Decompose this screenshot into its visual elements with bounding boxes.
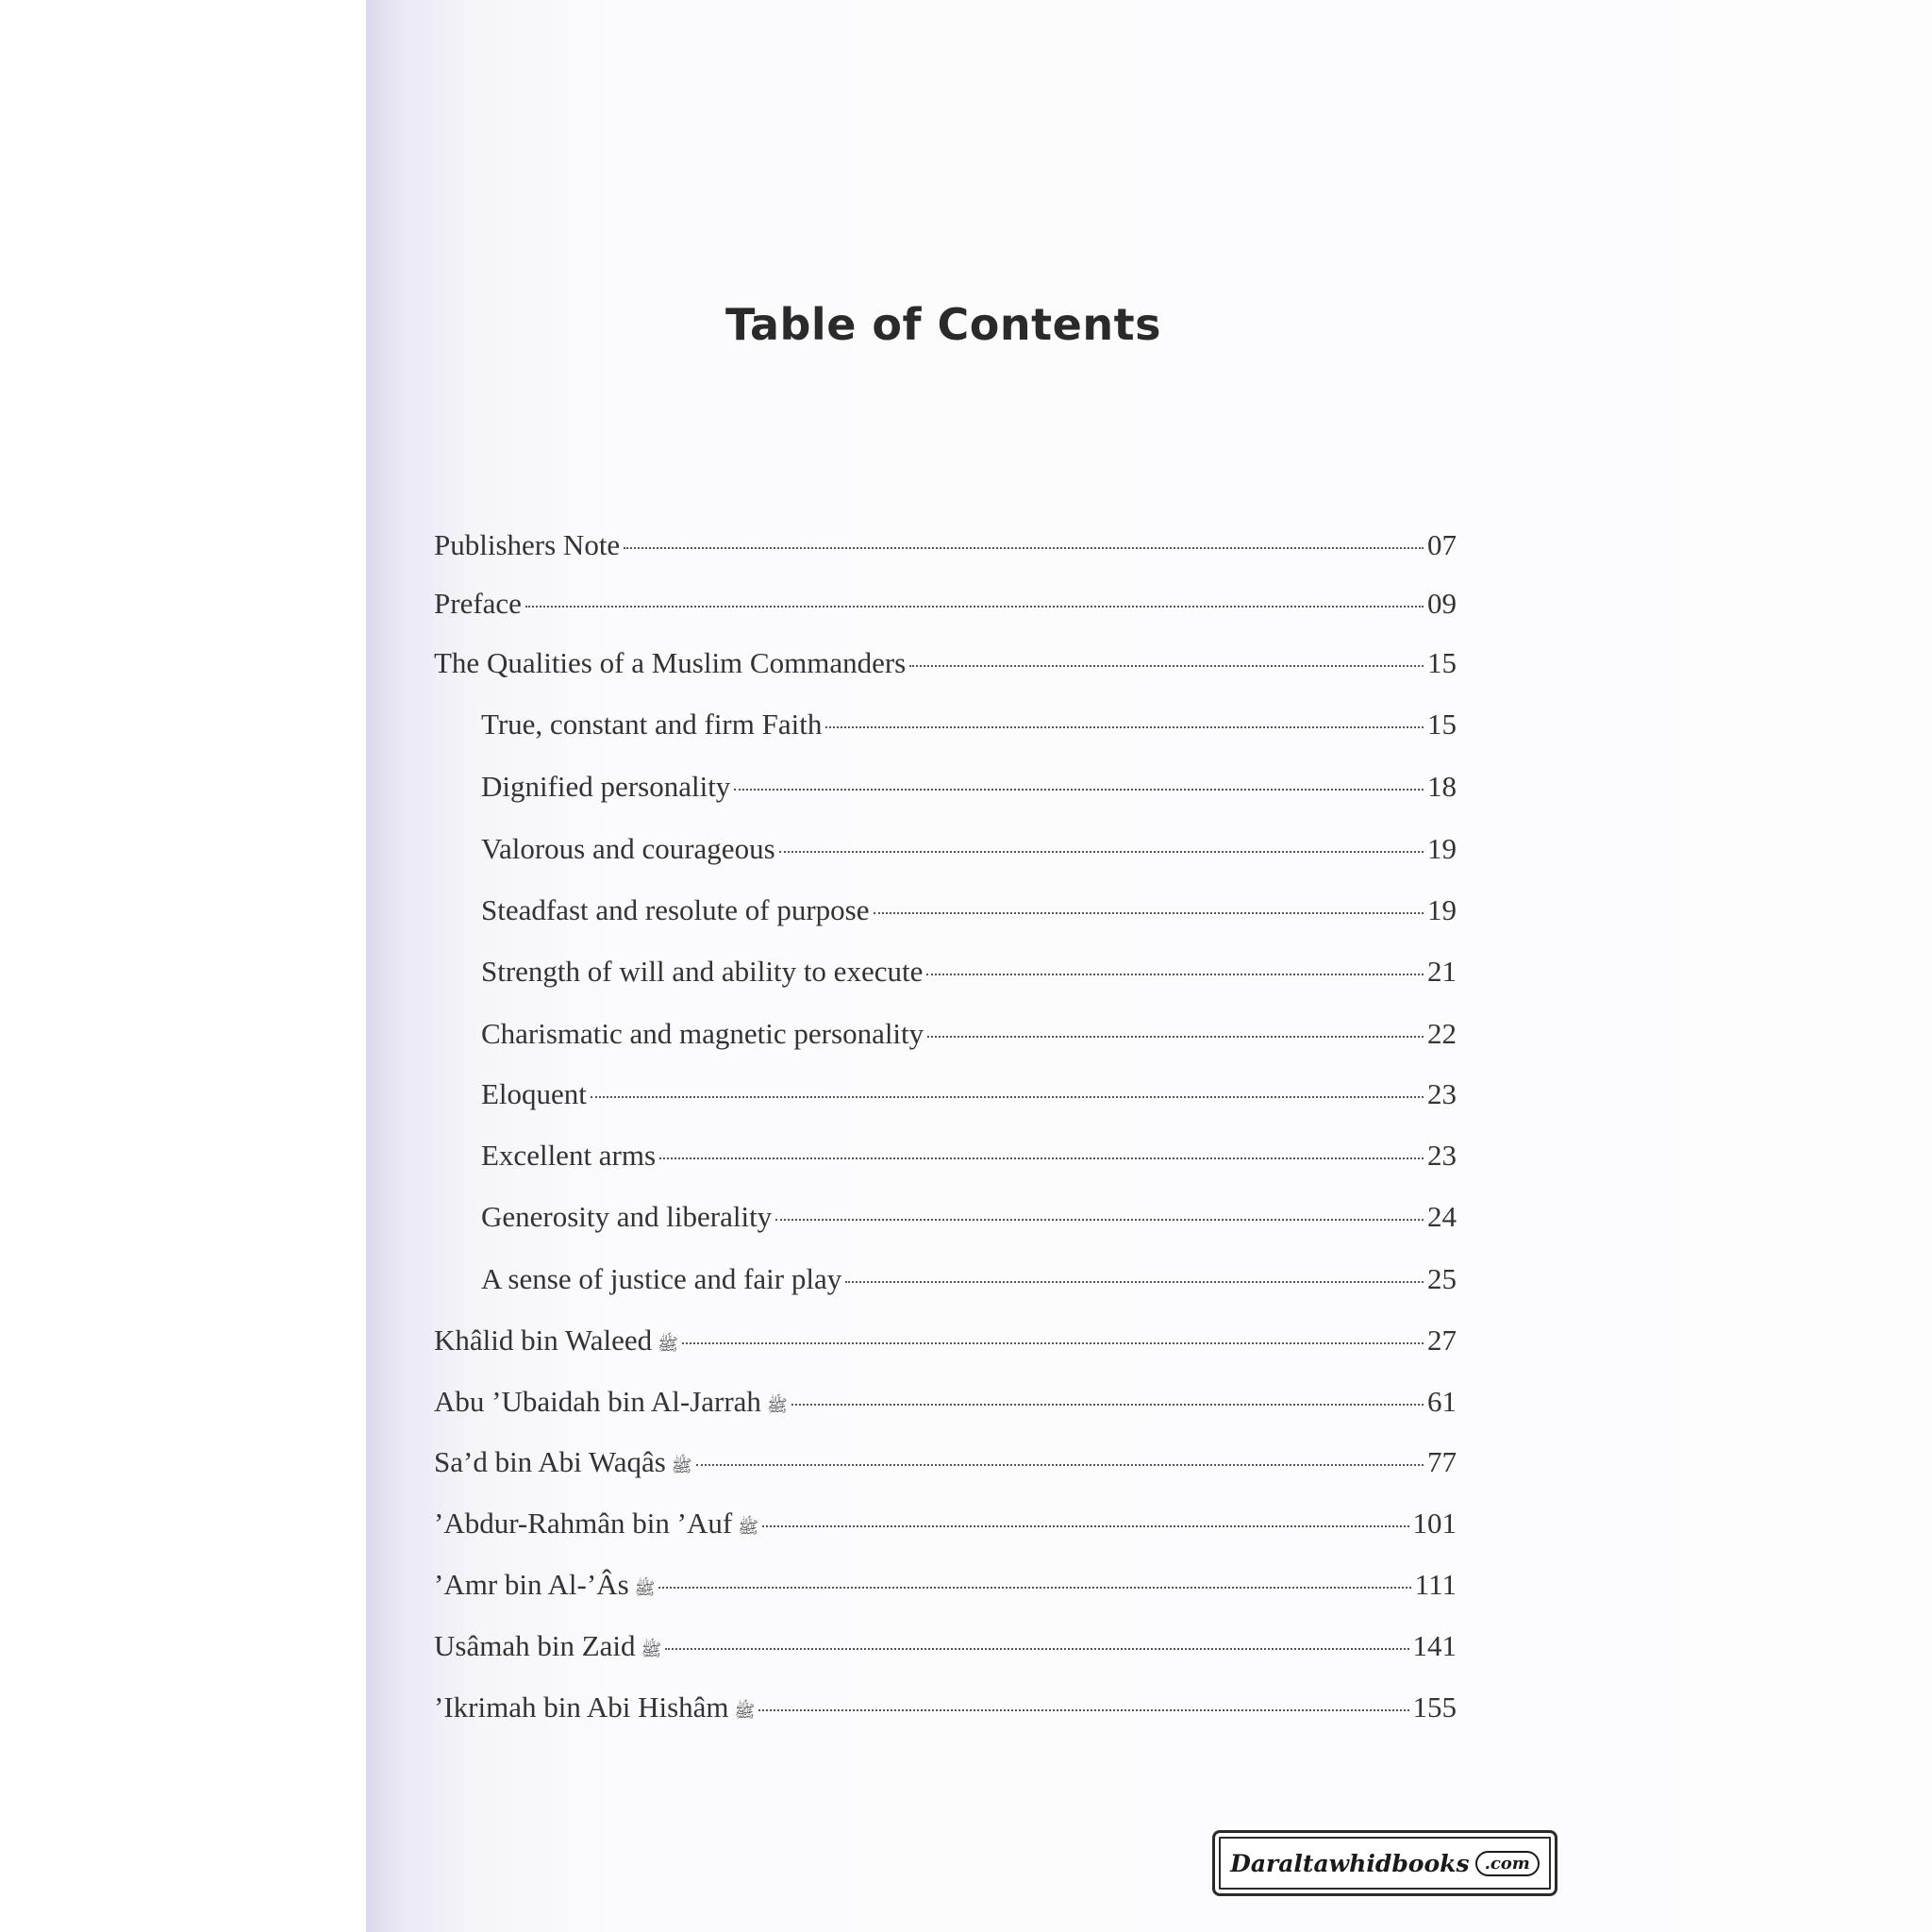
toc-entry-title: Strength of will and ability to execute: [481, 955, 924, 988]
toc-entry: [434, 1507, 1457, 1554]
toc-entry-title: Charismatic and magnetic personality: [481, 1017, 924, 1050]
toc-entry-title: The Qualities of a Muslim Commanders: [434, 646, 907, 679]
dot-leader: [909, 665, 1424, 667]
toc-page-number: 27: [1427, 1324, 1457, 1357]
toc-entry: [434, 1139, 1457, 1186]
honorific-glyph: ﷺ: [734, 1702, 756, 1722]
toc-entry: [434, 1017, 1457, 1064]
toc-entry-title: Sa’d bin Abi Waqâs: [434, 1445, 666, 1478]
toc-page-number: 155: [1412, 1690, 1457, 1724]
logo-domain: .com: [1475, 1851, 1540, 1876]
toc-entry-title: Steadfast and resolute of purpose: [481, 893, 870, 926]
toc-entry-title: Abu ’Ubaidah bin Al-Jarrah: [434, 1385, 761, 1418]
dot-leader: [659, 1158, 1424, 1159]
toc-entry: [434, 1385, 1457, 1432]
honorific-glyph: ﷺ: [671, 1457, 692, 1476]
toc-page-number: 19: [1427, 893, 1457, 926]
toc-entry-title: Eloquent: [481, 1077, 587, 1110]
toc-entry-title: ’Amr bin Al-’Âs: [434, 1568, 629, 1601]
dot-leader: [762, 1525, 1409, 1527]
toc-entry-title: Publishers Note: [434, 528, 621, 561]
honorific-glyph: ﷺ: [738, 1518, 758, 1538]
toc-entry-title: Valorous and courageous: [481, 832, 775, 865]
toc-entry-title: Usâmah bin Zaid: [434, 1629, 636, 1662]
dot-leader: [734, 789, 1424, 791]
toc-page-number: 18: [1427, 770, 1457, 803]
toc-entry: [434, 832, 1457, 879]
toc-page-number: 101: [1412, 1507, 1457, 1540]
toc-entry: [434, 1324, 1457, 1371]
toc-entry: [434, 587, 1457, 634]
logo-name: Daraltawhidbooks: [1230, 1849, 1470, 1877]
publisher-logo: [1212, 1830, 1557, 1896]
toc-entry-title: Preface: [434, 587, 522, 620]
dot-leader: [758, 1709, 1408, 1711]
toc-page-number: 21: [1427, 955, 1457, 988]
toc-entry-title: Generosity and liberality: [481, 1200, 773, 1233]
dot-leader: [525, 606, 1424, 608]
toc-entry: [434, 1077, 1457, 1124]
dot-leader: [665, 1648, 1408, 1650]
dot-leader: [775, 1219, 1424, 1221]
toc-entry-title: Khâlid bin Waleed: [434, 1324, 653, 1357]
dot-leader: [779, 851, 1424, 853]
dot-leader: [658, 1587, 1410, 1589]
toc-page-number: 07: [1427, 528, 1457, 561]
toc-page-number: 111: [1414, 1568, 1457, 1601]
toc-entry: [434, 1568, 1457, 1615]
toc-page-number: 09: [1427, 587, 1457, 620]
toc-entry-title: ’Abdur-Rahmân bin ’Auf: [434, 1507, 733, 1540]
dot-leader: [791, 1404, 1424, 1406]
toc-page-number: 24: [1427, 1200, 1457, 1233]
dot-leader: [874, 912, 1424, 914]
toc-page-number: 141: [1412, 1629, 1457, 1662]
toc-entry-title: Excellent arms: [481, 1139, 657, 1172]
honorific-glyph: ﷺ: [658, 1335, 678, 1355]
toc-page-number: 23: [1427, 1139, 1457, 1172]
dot-leader: [591, 1096, 1424, 1098]
toc-page-number: 77: [1427, 1445, 1457, 1478]
toc-entry: [434, 528, 1457, 575]
toc-page-number: 15: [1427, 708, 1457, 741]
toc-page-number: 25: [1427, 1262, 1457, 1295]
dot-leader: [624, 547, 1424, 549]
toc-page-number: 22: [1427, 1017, 1457, 1050]
toc-entry: [434, 955, 1457, 1002]
toc-entry: [434, 646, 1457, 693]
toc-page-number: 19: [1427, 832, 1457, 865]
page-title: Table of Contents: [725, 298, 1161, 350]
toc-page-number: 15: [1427, 646, 1457, 679]
toc-entry-title: Dignified personality: [481, 770, 731, 803]
dot-leader: [682, 1342, 1424, 1344]
toc-entry: [434, 1445, 1457, 1492]
toc-entry: [434, 1262, 1457, 1309]
toc-entry-title: A sense of justice and fair play: [481, 1262, 842, 1295]
toc-entry: [434, 708, 1457, 755]
honorific-glyph: ﷺ: [766, 1396, 788, 1416]
toc-entry: [434, 770, 1457, 817]
toc-entry-title: True, constant and firm Faith: [481, 708, 823, 741]
honorific-glyph: ﷺ: [634, 1579, 656, 1599]
toc-entry: [434, 1690, 1457, 1738]
toc-entry: [434, 1200, 1457, 1247]
toc-entry: [434, 893, 1457, 941]
dot-leader: [845, 1281, 1424, 1283]
honorific-glyph: ﷺ: [641, 1641, 662, 1660]
toc-entry: [434, 1629, 1457, 1676]
toc-page-number: 61: [1427, 1385, 1457, 1418]
toc-page-number: 23: [1427, 1077, 1457, 1110]
dot-leader: [825, 726, 1424, 728]
dot-leader: [696, 1464, 1424, 1466]
dot-leader: [926, 974, 1424, 975]
dot-leader: [927, 1036, 1424, 1038]
toc-entry-title: ’Ikrimah bin Abi Hishâm: [434, 1690, 729, 1724]
